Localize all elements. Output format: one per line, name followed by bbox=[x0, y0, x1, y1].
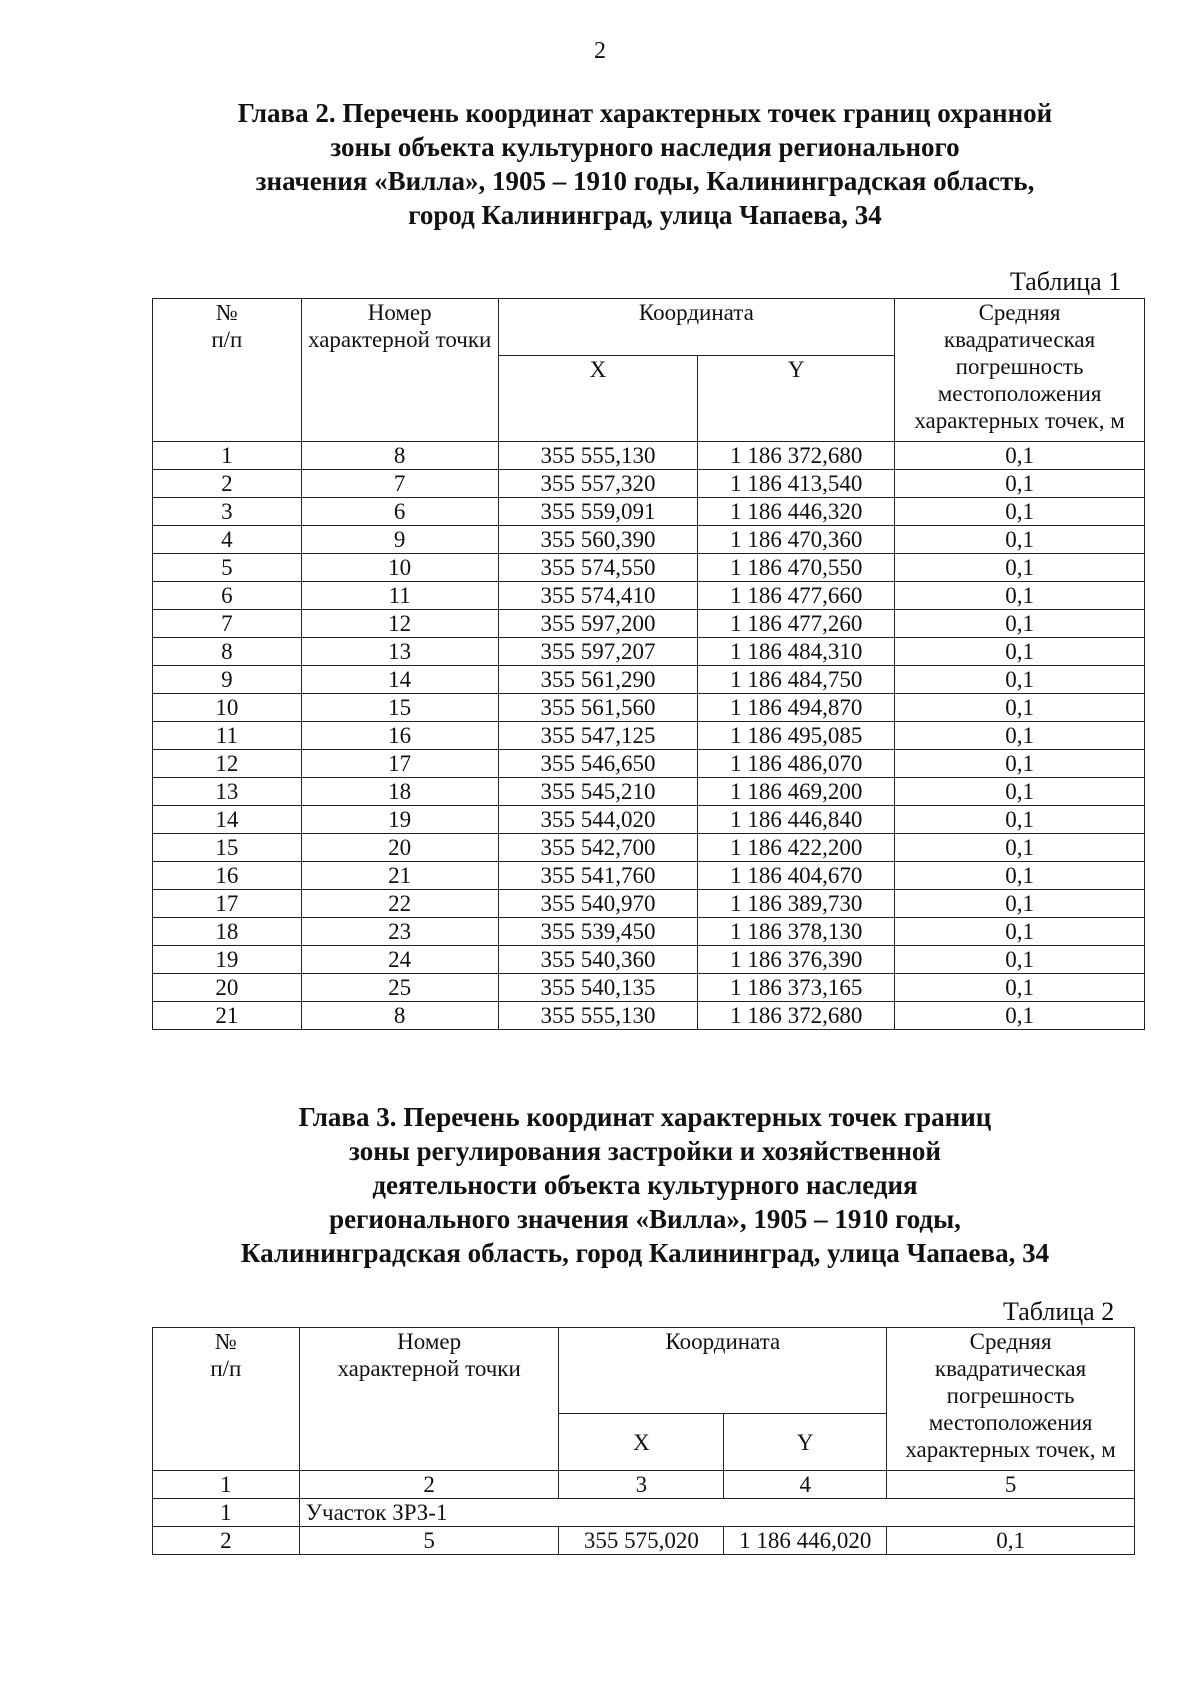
table-row bbox=[153, 974, 1145, 1002]
coord-x: 355 545,210 bbox=[498, 778, 698, 806]
point-number: 20 bbox=[301, 834, 498, 862]
row-num: 2 bbox=[153, 1527, 300, 1555]
point-number: 23 bbox=[301, 918, 498, 946]
error-value: 0,1 bbox=[895, 946, 1145, 974]
point-number: 8 bbox=[301, 442, 498, 470]
chapter3-title-line: регионального значения «Вилла», 1905 – 1910 годы, bbox=[329, 1204, 961, 1234]
table1 bbox=[152, 298, 1145, 1030]
column-number: 5 bbox=[887, 1471, 1135, 1499]
point-number: 18 bbox=[301, 778, 498, 806]
coord-x: 355 547,125 bbox=[498, 722, 698, 750]
row-num: 2 bbox=[153, 470, 302, 498]
coord-x: 355 561,560 bbox=[498, 694, 698, 722]
header-point: Номер характерной точки bbox=[301, 299, 498, 442]
row-num: 16 bbox=[153, 862, 302, 890]
coord-y: 1 186 389,730 bbox=[698, 890, 895, 918]
table-row bbox=[153, 806, 1145, 834]
point-number: 17 bbox=[301, 750, 498, 778]
point-number: 19 bbox=[301, 806, 498, 834]
coord-y: 1 186 494,870 bbox=[698, 694, 895, 722]
section-row bbox=[153, 1499, 1135, 1527]
error-value: 0,1 bbox=[887, 1527, 1135, 1555]
error-value: 0,1 bbox=[895, 974, 1145, 1002]
section-num: 1 bbox=[153, 1499, 300, 1527]
error-value: 0,1 bbox=[895, 498, 1145, 526]
error-value: 0,1 bbox=[895, 862, 1145, 890]
coord-y: 1 186 469,200 bbox=[698, 778, 895, 806]
error-value: 0,1 bbox=[895, 638, 1145, 666]
table2-caption: Таблица 2 bbox=[1003, 1297, 1115, 1326]
column-number: 2 bbox=[299, 1471, 559, 1499]
coord-y: 1 186 486,070 bbox=[698, 750, 895, 778]
coord-y: 1 186 446,840 bbox=[698, 806, 895, 834]
error-value: 0,1 bbox=[895, 890, 1145, 918]
header-x: X bbox=[498, 356, 698, 442]
chapter2-title bbox=[150, 96, 1140, 232]
table-row bbox=[153, 750, 1145, 778]
coord-y: 1 186 484,310 bbox=[698, 638, 895, 666]
coord-x: 355 561,290 bbox=[498, 666, 698, 694]
point-number: 21 bbox=[301, 862, 498, 890]
row-num: 8 bbox=[153, 638, 302, 666]
coord-x: 355 560,390 bbox=[498, 526, 698, 554]
chapter3-title-line: деятельности объекта культурного наследия bbox=[372, 1170, 918, 1200]
row-num: 6 bbox=[153, 582, 302, 610]
coord-x: 355 574,410 bbox=[498, 582, 698, 610]
error-value: 0,1 bbox=[895, 554, 1145, 582]
table-row bbox=[153, 498, 1145, 526]
point-number: 15 bbox=[301, 694, 498, 722]
coord-x: 355 539,450 bbox=[498, 918, 698, 946]
error-value: 0,1 bbox=[895, 442, 1145, 470]
coord-y: 1 186 413,540 bbox=[698, 470, 895, 498]
coord-y: 1 186 495,085 bbox=[698, 722, 895, 750]
coord-y: 1 186 376,390 bbox=[698, 946, 895, 974]
row-num: 3 bbox=[153, 498, 302, 526]
coord-x: 355 559,091 bbox=[498, 498, 698, 526]
coord-y: 1 186 477,660 bbox=[698, 582, 895, 610]
coord-x: 355 597,207 bbox=[498, 638, 698, 666]
chapter2-title-line: Глава 2. Перечень координат характерных точек границ охранной bbox=[237, 98, 1053, 128]
header-coord: Координата bbox=[498, 299, 895, 356]
point-number: 16 bbox=[301, 722, 498, 750]
error-value: 0,1 bbox=[895, 1002, 1145, 1030]
coord-y: 1 186 446,320 bbox=[698, 498, 895, 526]
section-label: Участок ЗРЗ-1 bbox=[299, 1499, 1134, 1527]
point-number: 25 bbox=[301, 974, 498, 1002]
header-coord: Координата bbox=[559, 1328, 887, 1414]
coord-x: 355 540,360 bbox=[498, 946, 698, 974]
coord-x: 355 597,200 bbox=[498, 610, 698, 638]
point-number: 13 bbox=[301, 638, 498, 666]
column-number: 1 bbox=[153, 1471, 300, 1499]
table-row bbox=[153, 778, 1145, 806]
error-value: 0,1 bbox=[895, 834, 1145, 862]
table-row bbox=[153, 526, 1145, 554]
coord-x: 355 542,700 bbox=[498, 834, 698, 862]
header-y: Y bbox=[724, 1414, 887, 1471]
coord-x: 355 555,130 bbox=[498, 442, 698, 470]
table-row bbox=[153, 834, 1145, 862]
coord-y: 1 186 470,550 bbox=[698, 554, 895, 582]
header-num: № п/п bbox=[153, 1328, 300, 1471]
table1-caption: Таблица 1 bbox=[1010, 267, 1122, 296]
coord-x: 355 557,320 bbox=[498, 470, 698, 498]
error-value: 0,1 bbox=[895, 582, 1145, 610]
point-number: 8 bbox=[301, 1002, 498, 1030]
row-num: 17 bbox=[153, 890, 302, 918]
coord-x: 355 555,130 bbox=[498, 1002, 698, 1030]
table-row bbox=[153, 694, 1145, 722]
coord-y: 1 186 470,360 bbox=[698, 526, 895, 554]
point-number: 10 bbox=[301, 554, 498, 582]
chapter3-title-line: зоны регулирования застройки и хозяйственной bbox=[349, 1136, 941, 1166]
header-error: Средняя квадратическая погрешность местоположения характерных точек, м bbox=[887, 1328, 1135, 1471]
error-value: 0,1 bbox=[895, 722, 1145, 750]
error-value: 0,1 bbox=[895, 750, 1145, 778]
header-num: № п/п bbox=[153, 299, 302, 442]
coord-x: 355 544,020 bbox=[498, 806, 698, 834]
error-value: 0,1 bbox=[895, 666, 1145, 694]
chapter3-title bbox=[150, 1100, 1140, 1270]
chapter2-title-line: значения «Вилла», 1905 – 1910 годы, Калининградская область, bbox=[255, 166, 1035, 196]
column-number: 3 bbox=[559, 1471, 724, 1499]
table-row bbox=[153, 1002, 1145, 1030]
error-value: 0,1 bbox=[895, 918, 1145, 946]
table-row bbox=[153, 1527, 1135, 1555]
coord-y: 1 186 404,670 bbox=[698, 862, 895, 890]
page-number: 2 bbox=[594, 38, 606, 64]
row-num: 4 bbox=[153, 526, 302, 554]
chapter2-title-line: зоны объекта культурного наследия регионального bbox=[330, 132, 960, 162]
error-value: 0,1 bbox=[895, 526, 1145, 554]
coord-y: 1 186 477,260 bbox=[698, 610, 895, 638]
point-number: 7 bbox=[301, 470, 498, 498]
coord-x: 355 540,135 bbox=[498, 974, 698, 1002]
table-row bbox=[153, 442, 1145, 470]
error-value: 0,1 bbox=[895, 470, 1145, 498]
table-row bbox=[153, 638, 1145, 666]
chapter3-title-line: Калининградская область, город Калининград, улица Чапаева, 34 bbox=[240, 1238, 1050, 1268]
point-number: 5 bbox=[299, 1527, 559, 1555]
header-error: Средняя квадратическая погрешность местоположения характерных точек, м bbox=[895, 299, 1145, 442]
table-row bbox=[153, 610, 1145, 638]
row-num: 19 bbox=[153, 946, 302, 974]
table-row bbox=[153, 946, 1145, 974]
row-num: 20 bbox=[153, 974, 302, 1002]
coord-y: 1 186 484,750 bbox=[698, 666, 895, 694]
table-row bbox=[153, 862, 1145, 890]
table-row bbox=[153, 890, 1145, 918]
error-value: 0,1 bbox=[895, 694, 1145, 722]
coord-x: 355 575,020 bbox=[559, 1527, 724, 1555]
header-y: Y bbox=[698, 356, 895, 442]
error-value: 0,1 bbox=[895, 806, 1145, 834]
error-value: 0,1 bbox=[895, 778, 1145, 806]
coord-x: 355 541,760 bbox=[498, 862, 698, 890]
point-number: 24 bbox=[301, 946, 498, 974]
header-point: Номер характерной точки bbox=[299, 1328, 559, 1471]
row-num: 15 bbox=[153, 834, 302, 862]
table-row bbox=[153, 722, 1145, 750]
row-num: 18 bbox=[153, 918, 302, 946]
point-number: 6 bbox=[301, 498, 498, 526]
error-value: 0,1 bbox=[895, 610, 1145, 638]
row-num: 11 bbox=[153, 722, 302, 750]
header-x: X bbox=[559, 1414, 724, 1471]
row-num: 10 bbox=[153, 694, 302, 722]
table2 bbox=[152, 1327, 1135, 1555]
row-num: 1 bbox=[153, 442, 302, 470]
point-number: 11 bbox=[301, 582, 498, 610]
coord-x: 355 546,650 bbox=[498, 750, 698, 778]
coord-x: 355 574,550 bbox=[498, 554, 698, 582]
row-num: 13 bbox=[153, 778, 302, 806]
table-row bbox=[153, 554, 1145, 582]
row-num: 12 bbox=[153, 750, 302, 778]
coord-y: 1 186 446,020 bbox=[724, 1527, 887, 1555]
coord-y: 1 186 373,165 bbox=[698, 974, 895, 1002]
row-num: 14 bbox=[153, 806, 302, 834]
table-row bbox=[153, 470, 1145, 498]
coord-y: 1 186 422,200 bbox=[698, 834, 895, 862]
table-row bbox=[153, 918, 1145, 946]
coord-y: 1 186 372,680 bbox=[698, 442, 895, 470]
chapter2-title-line: город Калининград, улица Чапаева, 34 bbox=[408, 200, 882, 230]
chapter3-title-line: Глава 3. Перечень координат характерных точек границ bbox=[298, 1102, 992, 1132]
row-num: 7 bbox=[153, 610, 302, 638]
table-row bbox=[153, 666, 1145, 694]
row-num: 5 bbox=[153, 554, 302, 582]
table-row bbox=[153, 582, 1145, 610]
row-num: 21 bbox=[153, 1002, 302, 1030]
point-number: 9 bbox=[301, 526, 498, 554]
coord-y: 1 186 378,130 bbox=[698, 918, 895, 946]
point-number: 14 bbox=[301, 666, 498, 694]
row-num: 9 bbox=[153, 666, 302, 694]
column-number: 4 bbox=[724, 1471, 887, 1499]
coord-x: 355 540,970 bbox=[498, 890, 698, 918]
coord-y: 1 186 372,680 bbox=[698, 1002, 895, 1030]
point-number: 22 bbox=[301, 890, 498, 918]
point-number: 12 bbox=[301, 610, 498, 638]
column-number-row bbox=[153, 1471, 1135, 1499]
